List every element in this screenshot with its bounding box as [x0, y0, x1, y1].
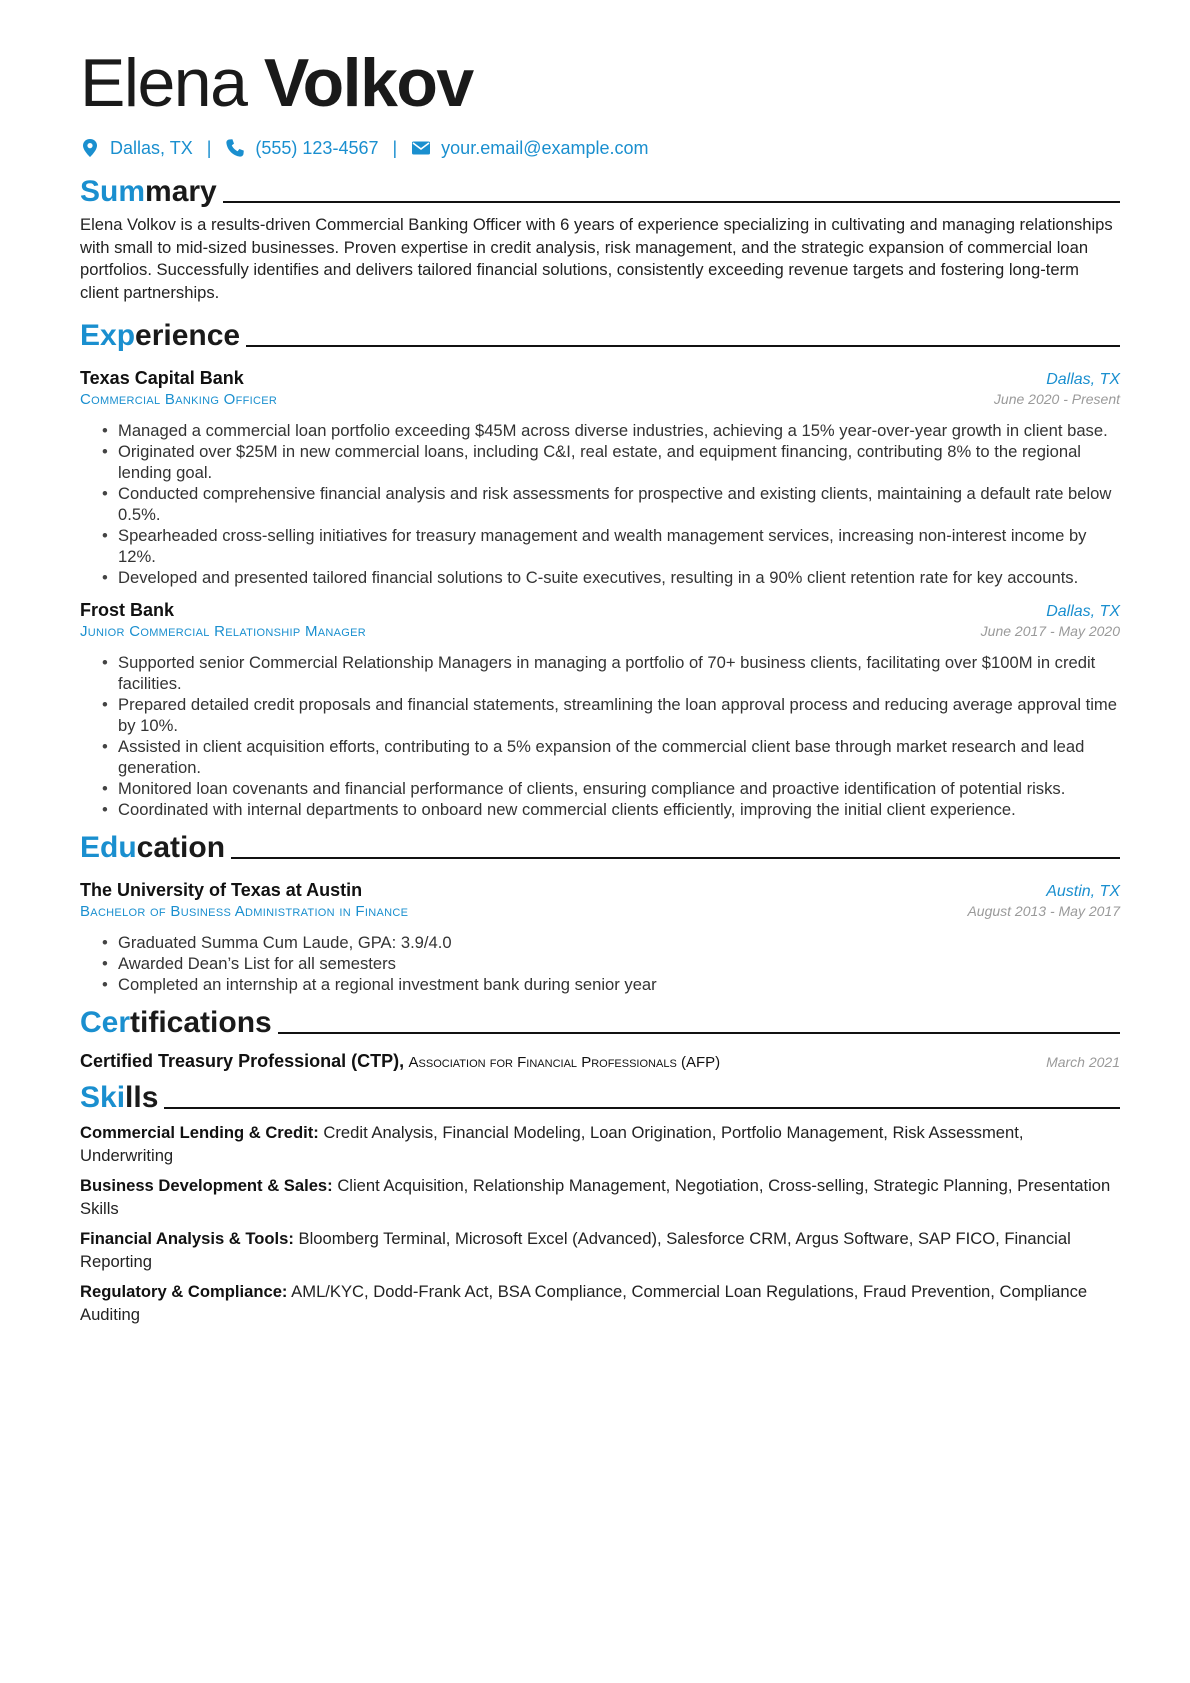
- section-rule: [223, 201, 1120, 203]
- list-item: • Originated over $25M in new commercial loans, including C&I, real estate, and equipment financing, contributing 8% to the regional lending goal.: [102, 442, 1081, 482]
- skill-list: Credit Analysis, Financial Modeling, Loan Origination, Portfolio Management, Risk Assessment, Underwriting: [80, 1123, 1024, 1165]
- school-name: The University of Texas at Austin: [80, 880, 363, 900]
- certification-entry: [80, 1051, 1120, 1072]
- skill-list: Bloomberg Terminal, Microsoft Excel (Advanced), Salesforce CRM, Argus Software, SAP FICO, Financial Reporting: [80, 1229, 1071, 1271]
- skill-category: Commercial Lending & Credit:: [80, 1123, 319, 1142]
- company-name: Texas Capital Bank: [80, 368, 244, 388]
- summary-title-rest: mary: [145, 175, 217, 208]
- job-entry: [80, 368, 1120, 588]
- job-dates: June 2020 - Present: [993, 391, 1120, 407]
- resume-page: [80, 0, 1120, 1326]
- last-name: Volkov: [263, 45, 473, 121]
- job-entry: [80, 600, 1120, 820]
- email-link[interactable]: your.email@example.com: [441, 137, 649, 158]
- skill-list: AML/KYC, Dodd-Frank Act, BSA Compliance, Commercial Loan Regulations, Fraud Prevention, Compliance Auditing: [80, 1282, 1088, 1324]
- section-rule: [164, 1107, 1120, 1109]
- list-item: • Coordinated with internal departments to onboard new commercial clients efficiently, improving the initial client experience.: [102, 800, 1016, 819]
- certification-date: March 2021: [1046, 1054, 1120, 1070]
- section-rule: [278, 1032, 1120, 1034]
- list-item: • Awarded Dean’s List for all semesters: [102, 954, 396, 973]
- location-text: Dallas, TX: [110, 137, 193, 158]
- list-item: • Assisted in client acquisition efforts, contributing to a 5% expansion of the commercial client base through market research and lead generation.: [102, 737, 1085, 777]
- experience-title-rest: erience: [135, 319, 241, 352]
- experience-heading: [80, 314, 1120, 354]
- job-title: Commercial Banking Officer: [80, 391, 278, 408]
- education-heading: [80, 826, 1120, 866]
- job-dates: June 2017 - May 2020: [980, 623, 1120, 639]
- skill-row: [80, 1228, 1120, 1273]
- skills-title-rest: lls: [125, 1081, 159, 1114]
- list-item: • Conducted comprehensive financial analysis and risk assessments for prospective and existing clients, maintaining a default rate below 0.5%.: [102, 484, 1112, 524]
- phone-text[interactable]: (555) 123-4567: [255, 137, 379, 158]
- skill-row: [80, 1175, 1120, 1220]
- company-name: Frost Bank: [80, 600, 175, 620]
- contact-separator: |: [206, 137, 212, 158]
- skill-list: Client Acquisition, Relationship Management, Negotiation, Cross-selling, Strategic Planning, Presentation Skills: [80, 1176, 1111, 1218]
- list-item: • Monitored loan covenants and financial performance of clients, ensuring compliance and proactive identification of potential risks.: [102, 779, 1066, 798]
- skill-category: Business Development & Sales:: [80, 1176, 333, 1195]
- section-rule: [231, 857, 1120, 859]
- education-title-accent: Edu: [80, 831, 137, 864]
- candidate-name: [80, 38, 1120, 128]
- certifications-title-rest: tifications: [130, 1006, 272, 1039]
- section-rule: [246, 345, 1120, 347]
- envelope-icon: [411, 138, 431, 158]
- phone-item[interactable]: [225, 138, 378, 159]
- list-item: • Graduated Summa Cum Laude, GPA: 3.9/4.0: [102, 933, 452, 952]
- job-bullets: [80, 652, 1120, 820]
- list-item: • Spearheaded cross-selling initiatives for treasury management and wealth management services, increasing non-interest income by 12%.: [102, 526, 1087, 566]
- email-item[interactable]: [411, 138, 648, 159]
- phone-icon: [225, 138, 245, 158]
- skills-title-accent: Ski: [80, 1081, 126, 1114]
- list-item: • Developed and presented tailored financial solutions to C-suite executives, resulting in a 90% client retention rate for key accounts.: [102, 568, 1079, 587]
- map-pin-icon: [80, 138, 100, 158]
- first-name: Elena: [80, 45, 247, 121]
- certification-org: Association for Financial Professionals (AFP): [408, 1054, 721, 1071]
- education-bullets: [80, 932, 1120, 995]
- skill-category: Financial Analysis & Tools:: [80, 1229, 294, 1248]
- skill-row: [80, 1122, 1120, 1167]
- skill-row: [80, 1281, 1120, 1326]
- contact-line: [80, 130, 1120, 166]
- contact-separator: |: [392, 137, 398, 158]
- location-item: [80, 138, 193, 159]
- school-location: Austin, TX: [1046, 883, 1120, 900]
- skill-category: Regulatory & Compliance:: [80, 1282, 288, 1301]
- summary-text: Elena Volkov is a results-driven Commercial Banking Officer with 6 years of experience specializing in cultivating and managing relationships with small to mid-sized businesses. Proven expertise in credit analysis, risk management, and the strategic expansion of commercial loan portfolios. Successfully identifies and delivers tailored financial solutions, consistently exceeding revenue targets and fostering long-term client partnerships.: [80, 215, 1113, 302]
- education-dates: August 2013 - May 2017: [967, 903, 1120, 919]
- list-item: • Prepared detailed credit proposals and financial statements, streamlining the loan approval process and reducing average approval time by 10%.: [102, 695, 1117, 735]
- job-title: Junior Commercial Relationship Manager: [80, 623, 367, 640]
- certifications-heading: [80, 1001, 1120, 1041]
- skills-heading: [80, 1076, 1120, 1116]
- degree-title: Bachelor of Business Administration in Finance: [80, 903, 409, 920]
- job-bullets: [80, 420, 1120, 588]
- education-title-rest: cation: [136, 831, 226, 864]
- experience-title-accent: Exp: [80, 319, 136, 352]
- certification-name: Certified Treasury Professional (CTP),: [80, 1051, 405, 1071]
- education-entry: [80, 880, 1120, 995]
- certifications-title-accent: Cer: [80, 1006, 131, 1039]
- job-location: Dallas, TX: [1046, 371, 1120, 388]
- summary-title-accent: Sum: [80, 175, 146, 208]
- summary-heading: [80, 170, 1120, 210]
- job-location: Dallas, TX: [1046, 603, 1120, 620]
- list-item: • Completed an internship at a regional investment bank during senior year: [102, 975, 657, 994]
- list-item: • Supported senior Commercial Relationship Managers in managing a portfolio of 70+ business clients, facilitating over $100M in credit facilities.: [102, 653, 1096, 693]
- list-item: • Managed a commercial loan portfolio exceeding $45M across diverse industries, achieving a 15% year-over-year growth in client base.: [102, 421, 1108, 440]
